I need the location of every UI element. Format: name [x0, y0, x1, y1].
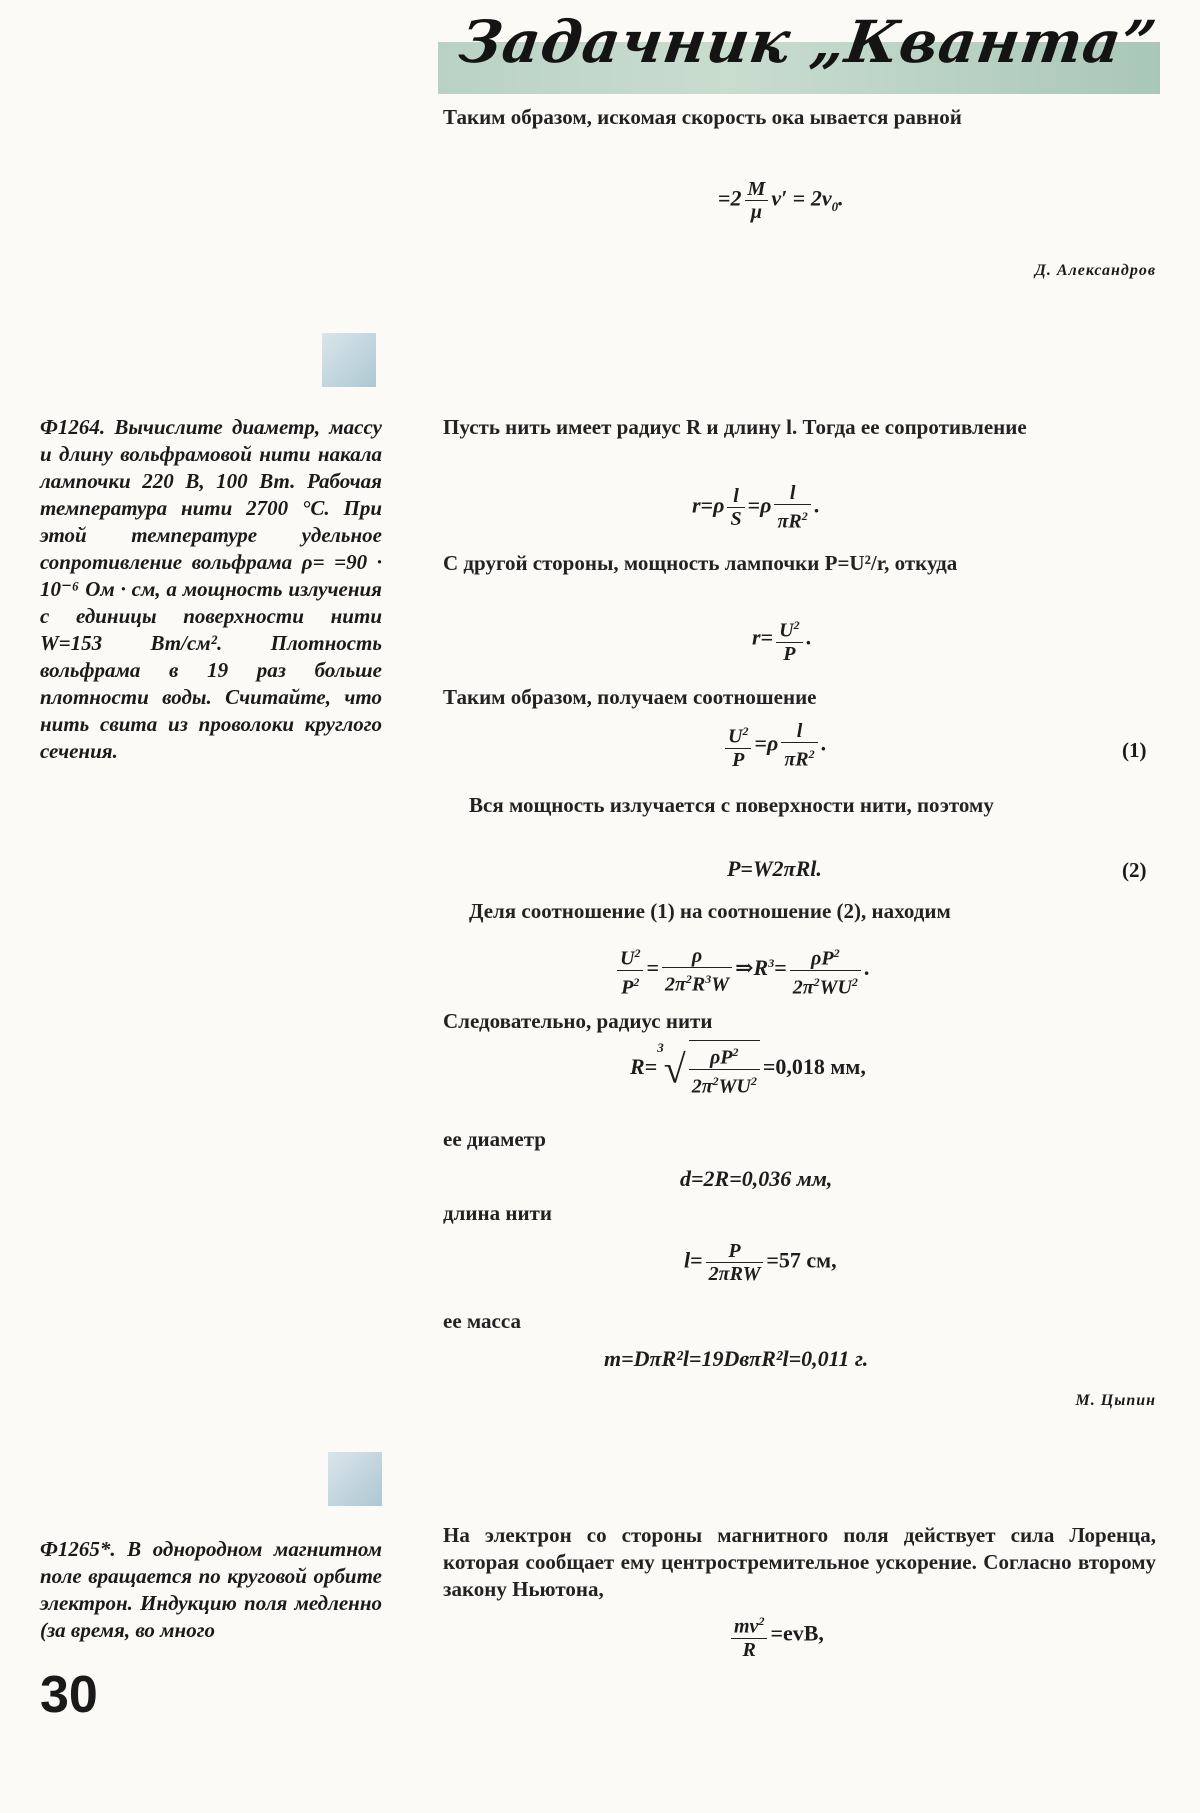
signature-alexandrov: Д. Александров — [1034, 262, 1156, 279]
equation-2: P=W2πRl. — [727, 856, 822, 881]
diameter-formula: d=2R=0,036 мм, — [680, 1166, 833, 1191]
length-formula: l= $\frac{P}{\text{2πRW}}$ =57 см, — [684, 1240, 837, 1285]
equation-number-2: (2) — [1122, 858, 1147, 882]
solution-p9: ее масса — [443, 1309, 521, 1333]
f1265-solution-p1: На электрон со стороны магнитного поля действует сила Лоренца, которая сообщает ему центростремительное ускорение. Согласно второму закону Ньютона, — [443, 1523, 1156, 1601]
newton-formula: $\frac{mv^2}{R}$ =evB, — [728, 1610, 824, 1661]
radius-formula: R=$^3$√ $\frac{\rho P^2}{2\pi^2WU^2}$ =0,018 мм, — [630, 1040, 866, 1098]
solution-p6: Следовательно, радиус нити — [443, 1009, 713, 1033]
section-title: Задачник „Кванта” — [455, 8, 1161, 76]
page-number: 30 — [40, 1666, 98, 1724]
equation-1: $\frac{U^2}{P}$ =ρ $\frac{l}{\pi R^2}$ . — [722, 720, 826, 771]
solution-p7: ее диаметр — [443, 1127, 546, 1151]
solution-p1: Пусть нить имеет радиус R и длину l. Тогда ее сопротивление — [443, 415, 1027, 439]
resistance-formula: r=ρ $\frac{l}{S}$ =ρ $\frac{l}{\pi R^2}$ . — [692, 482, 820, 533]
equation-number-1: (1) — [1122, 738, 1147, 762]
signature-tsypin: М. Цыпин — [1075, 1392, 1156, 1409]
mass-formula: m=DπR²l=19DвπR²l=0,011 г. — [604, 1346, 869, 1371]
solution-p3: Таким образом, получаем соотношение — [443, 685, 817, 709]
intro-text: Таким образом, искомая скорость ока ывается равной — [443, 105, 962, 129]
solution-p4: Вся мощность излучается с поверхности нити, поэтому — [469, 793, 994, 817]
ratio-formula: $\frac{U^2}{P^2}$ = $\frac{\rho}{2\pi^2R^3W}$ $\Rightarrow R^3=$ $\frac{\rho P^2}{2\pi^2WU^2}$ . — [614, 942, 869, 998]
problem-f1264: Ф1264. Вычислите диаметр, массу и длину вольфрамовой нити накала лампочки 220 В, 100 Вт. Рабочая температура нити 2700 °C. При этой температуре удельное сопротивление вольфрама ρ= =90 · 10⁻⁶ Ом · см, а мощность излучения с единицы поверхности нити W=153 Вт/см². Плотность вольфрама в 19 раз больше плотности воды. Считайте, что нить свита из проволоки круглого сечения. — [40, 415, 382, 763]
velocity-formula: =2 $\frac{M}{\mu}$ $v' = 2v_0$. — [718, 178, 844, 223]
decorative-square — [328, 1452, 382, 1506]
solution-p5: Деля соотношение (1) на соотношение (2), находим — [469, 899, 951, 923]
solution-p8: длина нити — [443, 1201, 552, 1225]
r-formula: r= $\frac{U^2}{P}$ . — [752, 614, 811, 665]
decorative-square — [322, 333, 376, 387]
problem-f1265: Ф1265*. В однородном магнитном поле вращается по круговой орбите электрон. Индукцию поля медленно (за время, во много — [40, 1537, 382, 1642]
solution-p2: С другой стороны, мощность лампочки P=U²/r, откуда — [443, 551, 958, 575]
